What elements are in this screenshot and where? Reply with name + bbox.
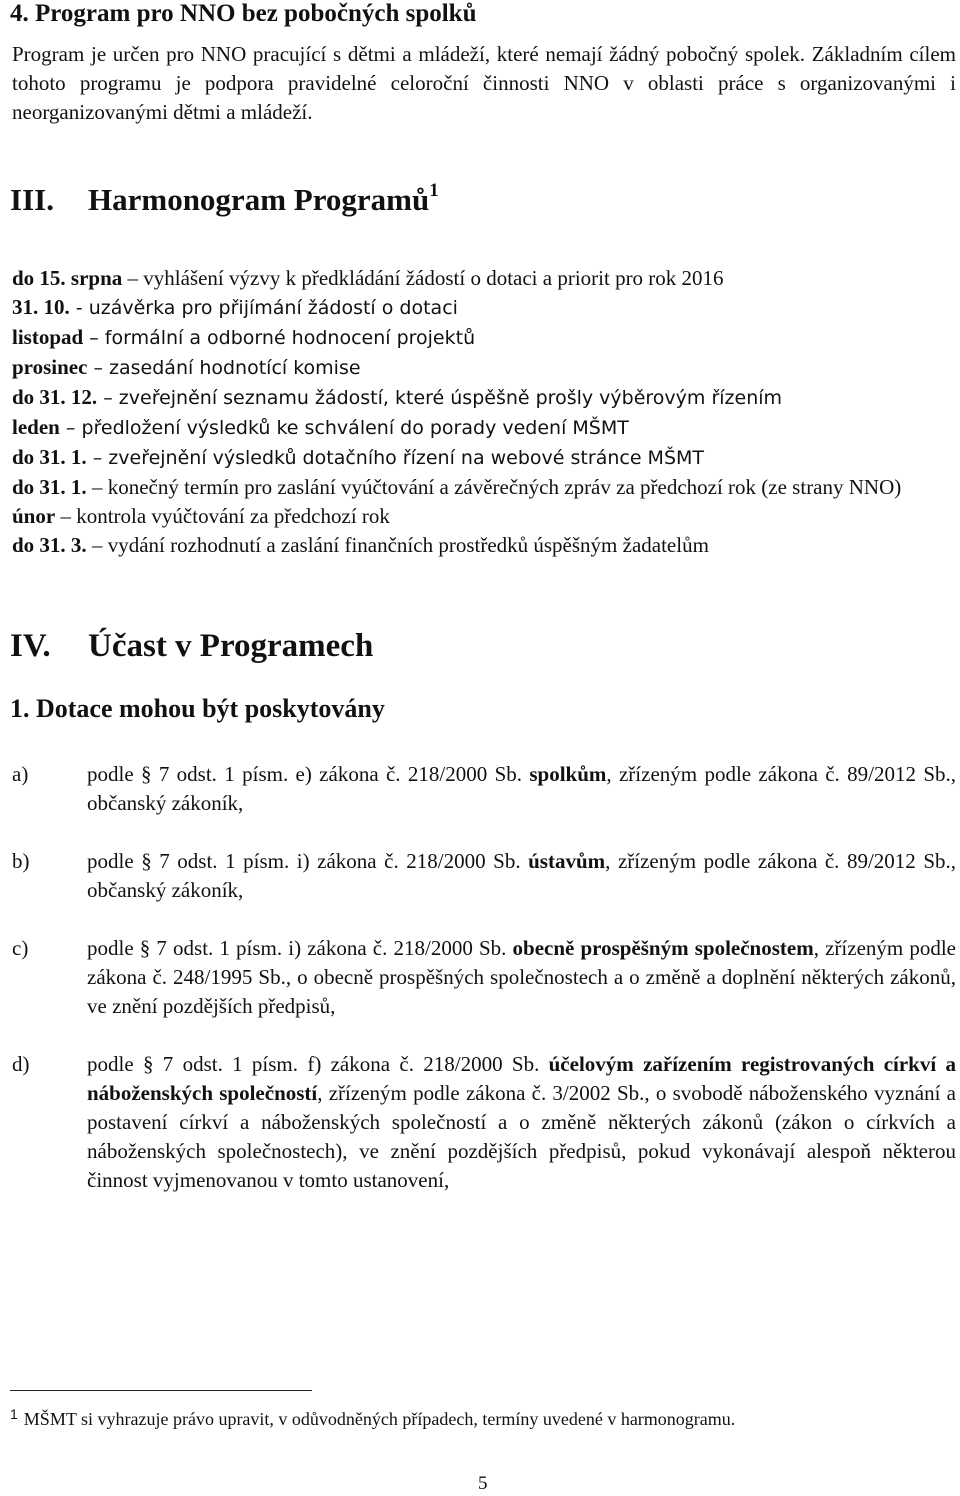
schedule-text: zveřejnění seznamu žádostí, které úspěšně prošly výběrovým řízením [118,387,783,409]
item-recipient: obecně prospěšným společnostem [512,936,814,960]
item-text [87,760,956,818]
schedule-text: předložení výsledků ke schválení do porady vedení MŠMT [81,417,629,439]
schedule-row [12,383,956,413]
schedule-text: konečný termín pro zaslání vyúčtování a závěrečných zpráv za předchozí rok (ze strany NNO) [107,475,902,499]
schedule-date: do 31. 3. [12,533,87,557]
footnote [10,1406,735,1430]
item-text [87,1050,956,1195]
item-description: , zřízeným podle zákona č. 248/1995 Sb., o obecně prospěšných společnostech a o změně a doplnění některých zákonů, ve znění pozdějších předpisů, [87,936,956,1018]
footnote-marker: 1 [10,1406,18,1422]
schedule-text: zveřejnění výsledků dotačního řízení na webové stránce MŠMT [108,447,705,469]
schedule-date: listopad [12,325,84,349]
item-label: b) [12,849,30,873]
schedule-separator: – [122,266,144,290]
schedule-text: zasedání hodnotící komise [109,357,361,379]
section-iii-heading [10,180,439,218]
recipient-item [12,760,956,818]
schedule-list [12,264,956,560]
schedule-row [12,353,956,383]
section-4-text: Program je určen pro NNO pracující s dětmi a mládeží, které nemají žádný pobočný spolek. Základním cílem tohoto programu je podpora pravidelné celoroční činnosti NNO v oblasti práce s organizovanými i neorganizovanými dětmi a mládeží. [12,42,956,124]
item-description: , zřízeným podle zákona č. 89/2012 Sb., občanský zákoník, [87,762,956,815]
schedule-row [12,413,956,443]
schedule-separator: – [86,447,109,469]
schedule-date: únor [12,504,56,528]
schedule-row [12,264,956,293]
item-description: , zřízeným podle zákona č. 89/2012 Sb., občanský zákoník, [87,849,956,902]
item-description: , zřízeným podle zákona č. 3/2002 Sb., o svobodě náboženského vyznání a postavení církví a náboženských společností a o změně některých zákonů (zákon o církvích a náboženských společnostech), ve znění pozdějších předpisů, pokud vykonávají alespoň některou činnost vyjmenovanou v tomto ustanovení, [87,1081,956,1192]
schedule-row [12,293,956,323]
schedule-separator: - [69,297,89,319]
schedule-separator: – [97,387,119,409]
schedule-date: prosinec [12,355,88,379]
item-recipient: účelovým zařízením registrovaných církví a náboženských společností [87,1052,956,1105]
footnote-text: MŠMT si vyhrazuje právo upravit, v odůvodněných případech, termíny uvedené v harmonogramu. [23,1409,736,1429]
section-4-heading: 4. Program pro NNO bez pobočných spolků [10,0,477,27]
footnote-separator [10,1390,312,1391]
schedule-row [12,502,956,531]
page-number: 5 [478,1473,488,1494]
schedule-date: 31. 10. [12,295,70,319]
item-legal-basis: podle § 7 odst. 1 písm. i) zákona č. 218/2000 Sb. [87,849,529,873]
schedule-text: vydání rozhodnutí a zaslání finančních prostředků úspěšným žadatelům [107,533,709,557]
schedule-row [12,473,956,502]
schedule-separator: – [86,533,108,557]
item-legal-basis: podle § 7 odst. 1 písm. e) zákona č. 218/2000 Sb. [87,762,530,786]
footnote-reference[interactable]: 1 [429,180,439,201]
schedule-text: uzávěrka pro přijímání žádostí o dotaci [88,297,458,319]
schedule-date: leden [12,415,60,439]
schedule-separator: – [86,475,108,499]
schedule-date: do 31. 12. [12,385,98,409]
section-iii-title: Harmonogram Programů [88,182,430,217]
section-4-paragraph [12,40,956,127]
schedule-row [12,323,956,353]
schedule-text: formální a odborné hodnocení projektů [104,327,476,349]
schedule-text: vyhlášení výzvy k předkládání žádostí o dotaci a priorit pro rok 2016 [143,266,724,290]
eligible-recipients-list [12,760,956,1224]
item-text [87,934,956,1021]
section-iv-number: IV. [10,628,51,664]
schedule-separator: – [59,417,82,439]
section-iv-title: Účast v Programech [88,628,374,664]
subsection-1-heading: 1. Dotace mohou být poskytovány [10,694,385,723]
schedule-separator: – [83,327,105,349]
item-recipient: ústavům [528,849,606,873]
item-label: d) [12,1052,30,1076]
schedule-date: do 15. srpna [12,266,123,290]
section-iv-heading [10,628,373,665]
schedule-row [12,443,956,473]
item-recipient: spolkům [529,762,607,786]
schedule-date: do 31. 1. [12,475,87,499]
item-label: a) [12,762,29,786]
recipient-item [12,847,956,905]
item-text [87,847,956,905]
recipient-item [12,1050,956,1195]
schedule-row [12,531,956,560]
schedule-date: do 31. 1. [12,445,87,469]
recipient-item [12,934,956,1021]
item-legal-basis: podle § 7 odst. 1 písm. i) zákona č. 218/2000 Sb. [87,936,513,960]
item-label: c) [12,936,29,960]
section-iii-number: III. [10,182,54,217]
schedule-separator: – [55,504,77,528]
schedule-text: kontrola vyúčtování za předchozí rok [76,504,390,528]
schedule-separator: – [87,357,110,379]
item-legal-basis: podle § 7 odst. 1 písm. f) zákona č. 218/2000 Sb. [87,1052,549,1076]
